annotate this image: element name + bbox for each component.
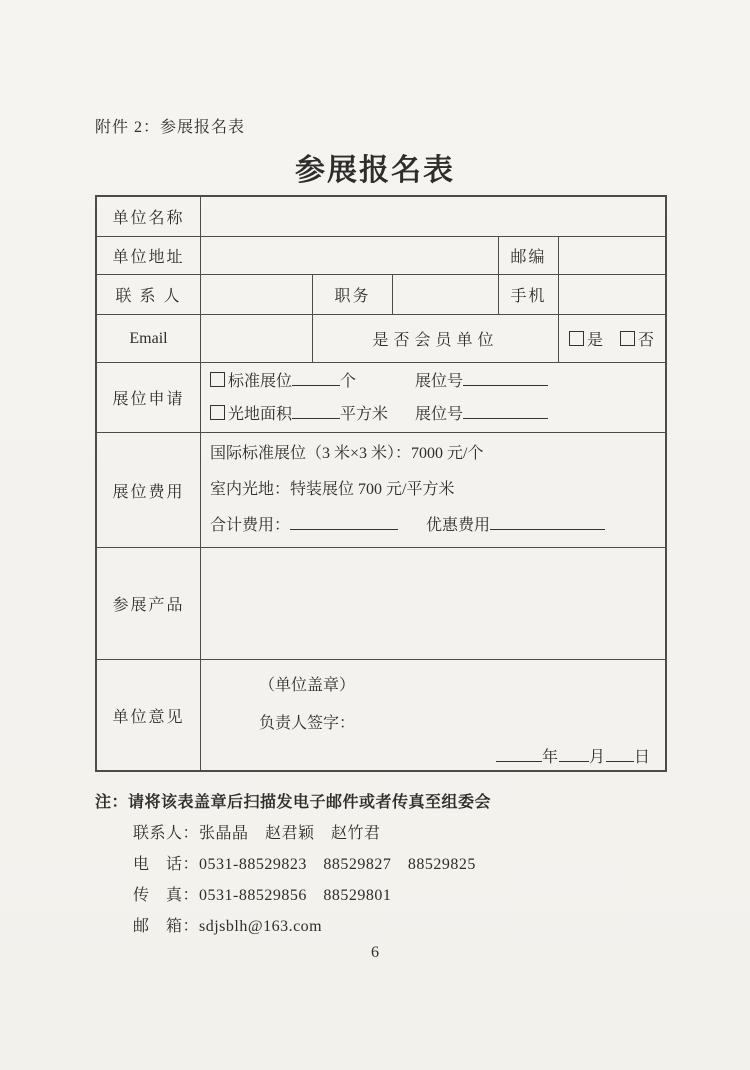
postal-code-label: 邮编	[499, 237, 559, 274]
checkbox-yes-icon	[569, 331, 584, 346]
registration-table	[95, 195, 667, 772]
row-email	[97, 315, 665, 363]
contact-value-cell	[201, 275, 313, 314]
note-email: 邮 箱：sdjsblh@163.com	[133, 918, 323, 935]
booth-number-label: 展位号	[415, 372, 464, 390]
member-question-label: 是否会员单位	[313, 315, 559, 362]
note-contacts: 联系人：张晶晶 赵君颖 赵竹君	[133, 825, 381, 842]
unit-opinion-label: 单位意见	[97, 660, 201, 770]
booth-application-content	[201, 363, 665, 432]
footer-notes	[95, 788, 750, 942]
row-unit-name	[97, 197, 665, 237]
page-number: 6	[371, 944, 379, 961]
date-line	[201, 746, 665, 770]
checkbox-no-icon	[620, 331, 635, 346]
stamp-hint: （单位盖章）	[259, 677, 356, 694]
row-products	[97, 548, 665, 660]
booth-number-label: 展位号	[415, 405, 464, 423]
month-label: 月	[588, 749, 606, 766]
member-checkbox-cell	[559, 315, 665, 362]
row-unit-address	[97, 237, 665, 275]
row-contact	[97, 275, 665, 315]
blank-line	[292, 370, 340, 386]
booth-application-label: 展位申请	[97, 363, 201, 432]
products-value-cell	[201, 548, 665, 659]
note-fax: 传 真：0531-88529856 88529801	[133, 887, 392, 904]
booth-option-open-space	[210, 398, 665, 431]
open-space-label: 光地面积	[228, 405, 293, 423]
note-headline: 注：请将该表盖章后扫描发电子邮件或者传真至组委会	[95, 794, 492, 811]
position-value-cell	[393, 275, 499, 314]
mobile-label: 手机	[499, 275, 559, 314]
blank-line	[490, 514, 605, 530]
postal-code-value-cell	[559, 237, 665, 274]
unit-suffix: 个	[340, 372, 357, 390]
booth-fee-content	[201, 433, 665, 547]
fee-openspace-line: 室内光地：特装展位 700 元/平方米	[210, 481, 455, 498]
member-no-label: 否	[638, 332, 656, 349]
blank-line	[606, 746, 634, 762]
blank-line	[463, 403, 548, 419]
fee-standard-line: 国际标准展位（3 米×3 米）：7000 元/个	[210, 445, 484, 462]
unit-address-label: 单位地址	[97, 237, 201, 274]
day-label: 日	[633, 749, 651, 766]
page-title: 参展报名表	[295, 154, 455, 187]
member-no-option	[620, 327, 655, 350]
contact-label: 联 系 人	[97, 275, 201, 314]
blank-line	[292, 403, 340, 419]
blank-line	[559, 746, 589, 762]
discount-fee-label: 优惠费用	[426, 517, 491, 534]
unit-opinion-content	[201, 660, 665, 770]
unit-name-value-cell	[201, 197, 665, 236]
booth-number-field	[415, 365, 548, 398]
total-fee-label: 合计费用：	[210, 517, 291, 534]
member-yes-option	[569, 327, 604, 350]
checkbox-standard-icon	[210, 372, 225, 387]
email-value-cell	[201, 315, 313, 362]
standard-booth-label: 标准展位	[228, 372, 293, 390]
checkbox-openspace-icon	[210, 405, 225, 420]
row-unit-opinion	[97, 660, 665, 770]
attachment-note: 附件 2：参展报名表	[95, 119, 246, 136]
booth-number-field	[415, 398, 548, 431]
booth-fee-label: 展位费用	[97, 433, 201, 547]
booth-option-standard	[210, 365, 665, 398]
unit-address-value-cell	[201, 237, 499, 274]
row-booth-fee	[97, 433, 665, 548]
member-yes-label: 是	[586, 332, 604, 349]
blank-line	[290, 514, 398, 530]
year-label: 年	[541, 749, 559, 766]
email-label: Email	[97, 315, 201, 362]
note-phone: 电 话：0531-88529823 88529827 88529825	[133, 856, 476, 873]
signature-label: 负责人签字：	[259, 715, 356, 732]
blank-line	[463, 370, 548, 386]
products-label: 参展产品	[97, 548, 201, 659]
row-booth-application	[97, 363, 665, 433]
fee-total-line	[210, 508, 665, 544]
position-label: 职务	[313, 275, 393, 314]
unit-name-label: 单位名称	[97, 197, 201, 236]
unit-suffix: 平方米	[340, 405, 389, 423]
mobile-value-cell	[559, 275, 665, 314]
blank-line	[496, 746, 542, 762]
